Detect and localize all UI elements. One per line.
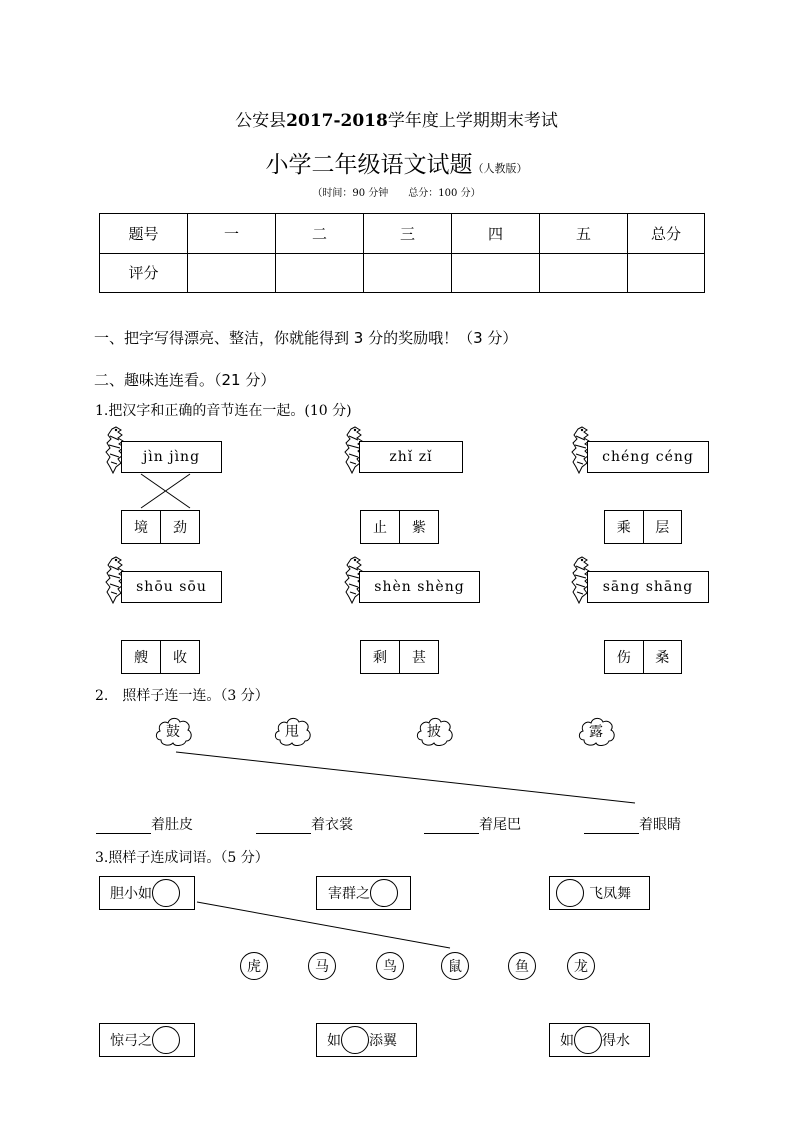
- section-two-heading: 二、趣味连连看。（21 分）: [94, 371, 276, 389]
- q1-title: 1.把汉字和正确的音节连在一起。(10 分): [95, 403, 352, 419]
- table-cell: 四: [452, 214, 540, 254]
- cloud-word-text: 鼓: [166, 724, 180, 740]
- animal-char-circle[interactable]: 鼠: [441, 952, 469, 980]
- pinyin-box[interactable]: chéng céng: [587, 441, 709, 473]
- idiom-prefix: 惊弓之: [110, 1033, 152, 1049]
- blank-suffix: 着肚皮: [151, 817, 193, 833]
- char-option[interactable]: 层: [643, 511, 682, 543]
- char-option[interactable]: 艘: [134, 650, 148, 666]
- animal-char-circle[interactable]: 鸟: [376, 952, 404, 980]
- idiom-suffix: 得水: [602, 1033, 630, 1049]
- idiom-prefix: 胆小如: [110, 886, 152, 902]
- animal-char-circle[interactable]: 虎: [240, 952, 268, 980]
- connector-line: [197, 902, 450, 948]
- school-years: 2017-2018: [286, 111, 388, 131]
- animal-char-circle[interactable]: 龙: [567, 952, 595, 980]
- table-cell: 三: [364, 214, 452, 254]
- pinyin-box[interactable]: sāng shāng: [587, 571, 709, 603]
- section-one-heading: 一、把字写得漂亮、整洁，你就能得到 3 分的奖励哦！（3 分）: [94, 329, 518, 347]
- idiom-prefix: 如: [560, 1033, 574, 1049]
- blank-suffix: 着衣裳: [311, 817, 353, 833]
- blank-suffix: 着眼睛: [639, 817, 681, 833]
- term-name: 学年度上学期期末考试: [387, 111, 558, 131]
- idiom-prefix: 害群之: [328, 886, 370, 902]
- table-cell: 五: [540, 214, 628, 254]
- pinyin-box[interactable]: jìn jìng: [121, 441, 222, 473]
- exam-title-text: 小学二年级语文试题: [265, 152, 473, 178]
- pinyin-box[interactable]: shōu sōu: [121, 571, 222, 603]
- table-cell: 总分: [628, 214, 705, 254]
- char-option[interactable]: 紫: [399, 511, 438, 543]
- animal-char-circle[interactable]: 鱼: [508, 952, 536, 980]
- char-option[interactable]: 伤: [616, 650, 631, 666]
- pinyin-box[interactable]: shèn shèng: [359, 571, 480, 603]
- table-cell: 一: [188, 214, 276, 254]
- pinyin-box[interactable]: zhǐ zǐ: [359, 441, 463, 473]
- edition-label: （人教版）: [472, 162, 528, 175]
- char-option[interactable]: 乘: [616, 520, 631, 536]
- animal-char-circle[interactable]: 马: [308, 952, 336, 980]
- q2-title: 2. 照样子连一连。（3 分）: [95, 688, 269, 704]
- char-option[interactable]: 劲: [160, 511, 199, 543]
- cloud-word-text: 甩: [285, 724, 299, 740]
- table-cell: 评分: [100, 253, 188, 293]
- cloud-word-text: 披: [427, 724, 441, 740]
- cloud-word-text: 露: [589, 724, 603, 740]
- char-option[interactable]: 剩: [373, 650, 387, 666]
- idiom-prefix: 如: [327, 1033, 341, 1049]
- char-option[interactable]: 甚: [399, 641, 438, 673]
- idiom-suffix: 添翼: [369, 1033, 397, 1049]
- table-cell: 题号: [100, 214, 188, 254]
- char-option[interactable]: 止: [373, 520, 387, 536]
- char-option[interactable]: 桑: [643, 641, 682, 673]
- idiom-suffix: 飞凤舞: [589, 886, 631, 902]
- table-cell: 二: [276, 214, 364, 254]
- connector-line: [176, 752, 635, 803]
- char-option[interactable]: 收: [160, 641, 199, 673]
- char-option[interactable]: 境: [134, 520, 148, 536]
- exam-info: （时间：90 分钟 总分：100 分）: [312, 188, 481, 199]
- q3-title: 3.照样子连成词语。（5 分）: [95, 850, 269, 866]
- blank-suffix: 着尾巴: [479, 817, 521, 833]
- county-name: 公安县: [235, 111, 287, 131]
